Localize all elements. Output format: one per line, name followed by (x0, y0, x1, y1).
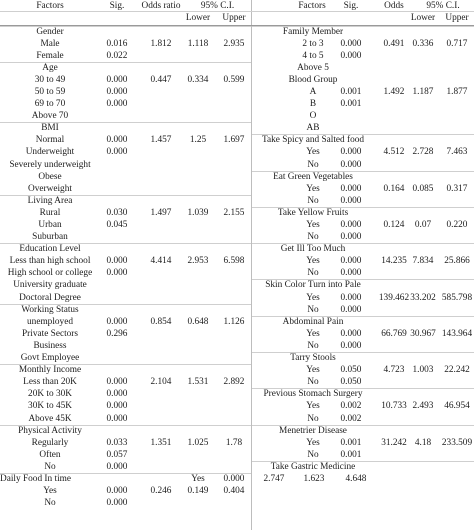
table-row (0, 74, 474, 86)
ci-lower-value: 0.07 (414, 220, 432, 230)
sig-value: 0.000 (106, 461, 128, 472)
factor-label: Urban (38, 220, 62, 230)
sig-value: 0.000 (340, 268, 362, 279)
factor-label: Underweight (25, 147, 75, 158)
ci-upper-value: 1.78 (225, 437, 243, 448)
ci-upper-value: 2.155 (223, 207, 245, 218)
table-row (0, 26, 474, 38)
table-row (0, 134, 474, 146)
factor-label: Yes (306, 328, 320, 339)
table-row (0, 376, 474, 388)
factor-label: Above 45K (28, 413, 72, 424)
ci-lower-value: 1.187 (412, 86, 434, 97)
ci-lower-value: 30.967 (410, 328, 436, 339)
sig-value: 0.001 (340, 99, 362, 110)
odds-value: 0.491 (383, 38, 405, 49)
ci-upper-value: 25.866 (444, 256, 470, 267)
sig-value: 0.000 (340, 183, 362, 194)
odds-value: 0.246 (150, 486, 172, 497)
factor-label: Yes (306, 256, 320, 267)
ci-upper-value: 1.877 (446, 86, 468, 97)
table-row (0, 304, 474, 316)
group-label: Working Status (21, 304, 79, 315)
sig-value: 0.000 (106, 389, 128, 400)
ci-lower-value: 0.336 (412, 38, 434, 49)
ci-upper-value: 1.126 (223, 316, 245, 327)
factor-label: No (307, 449, 319, 460)
sig-value: 0.000 (340, 292, 362, 303)
factor-label: No (44, 498, 56, 509)
ci-upper-value: 585.798 (441, 292, 473, 303)
table-row (0, 364, 474, 376)
group-label: Take Yellow Fruits (277, 207, 349, 218)
group-label: Previous Stomach Surgery (263, 389, 363, 400)
factor-label: Normal (35, 135, 65, 146)
sig-value: 0.000 (340, 195, 362, 206)
factor-label: B (309, 99, 317, 110)
ci-upper-value: 6.598 (223, 256, 245, 267)
factor-label: Female (36, 50, 64, 61)
header-upper-right: Upper (445, 13, 469, 23)
table-row (0, 267, 474, 279)
factor-label: No (307, 195, 319, 206)
table-body (0, 26, 474, 510)
ci-upper-value: 0.404 (223, 486, 245, 497)
ci-lower-value: 2.728 (412, 147, 434, 158)
factor-label: No (307, 304, 319, 315)
odds-value: 1.623 (303, 473, 325, 484)
table-row (0, 86, 474, 98)
group-label: Physical Activity (18, 425, 82, 436)
table-row (0, 437, 474, 449)
group-label: Age (42, 62, 58, 73)
odds-value: 0.447 (150, 74, 172, 85)
table-row (0, 243, 474, 255)
header-sig-right: Sig. (343, 1, 359, 11)
sig-value: 0.001 (340, 437, 362, 448)
group-label: Take Gastric Medicine (270, 461, 356, 472)
group-label: BMI (41, 123, 59, 134)
table-row (0, 38, 474, 50)
table-row (0, 461, 474, 473)
ci-lower-value: 0.085 (412, 183, 434, 194)
sig-value: 0.045 (106, 220, 128, 230)
factor-label: No (307, 413, 319, 424)
ci-upper-value: 0.317 (446, 183, 468, 194)
odds-value: 10.733 (381, 401, 407, 412)
sig-value: 0.000 (106, 135, 128, 146)
table-row (0, 497, 474, 509)
factor-label: Business (33, 340, 67, 351)
factor-label: Less than high school (9, 256, 91, 267)
sig-value: 0.000 (340, 328, 362, 339)
ci-lower-value: 7.834 (412, 256, 434, 267)
factor-label: Male (40, 38, 60, 49)
ci-lower-value: 0.334 (187, 74, 209, 85)
group-label: Get Ill Too Much (280, 244, 346, 255)
table-row (0, 110, 474, 122)
header-ci-right: 95% C.I. (426, 1, 460, 11)
factor-label: No (44, 461, 56, 472)
odds-value: 66.769 (381, 328, 407, 339)
sig-value: 0.050 (340, 377, 362, 388)
odds-value: 4.723 (383, 365, 405, 376)
factor-label: Yes (306, 147, 320, 158)
ci-lower-value: 0.149 (187, 486, 209, 497)
header-factors-left: Factors (36, 1, 64, 11)
group-label: Abdominal Pain (282, 316, 344, 327)
table-row (0, 449, 474, 461)
factor-label: 2 to 3 (302, 38, 324, 49)
ci-lower-value: 4.18 (414, 437, 432, 448)
ci-lower-value: Yes (191, 473, 205, 484)
factor-label: University graduate (13, 280, 87, 291)
odds-value: 0.164 (383, 183, 405, 194)
header-odds-right: Odds (384, 1, 404, 11)
odds-value: 4.414 (150, 256, 172, 267)
factor-label: High school or college (7, 268, 93, 279)
sig-value: 0.000 (106, 401, 128, 412)
ci-upper-value: 0.599 (223, 74, 245, 85)
table-row (0, 171, 474, 183)
factor-label: Yes (306, 365, 320, 376)
header-upper-left: Upper (222, 13, 246, 23)
factor-label: 30K to 45K (28, 401, 72, 412)
ci-lower-value: 1.25 (189, 135, 207, 146)
table-row (0, 485, 474, 497)
sig-value: 0.002 (340, 401, 362, 412)
odds-value: 4.512 (383, 147, 405, 158)
group-label: Tarry Stools (290, 353, 336, 364)
sig-value: 0.000 (106, 147, 128, 158)
table-row (0, 50, 474, 62)
table-row (0, 195, 474, 207)
table-row (0, 231, 474, 243)
factor-label: Yes (306, 292, 320, 303)
table-row (0, 352, 474, 364)
factor-label: Yes (306, 183, 320, 194)
sig-value: 0.000 (106, 86, 128, 97)
header-row-2 (0, 12, 474, 26)
factor-label: Yes (43, 486, 57, 497)
group-label: Monthly Income (18, 365, 82, 376)
sig-value: 0.296 (106, 328, 128, 339)
sig-value: 0.001 (340, 449, 362, 460)
factor-label: No (307, 159, 319, 170)
factor-label: Yes (306, 220, 320, 230)
factor-label: O (309, 111, 317, 122)
sig-value: 0.050 (340, 365, 362, 376)
sig-value: 0.000 (340, 304, 362, 315)
factor-label: No (307, 340, 319, 351)
group-label: Family Member (282, 26, 344, 37)
table-row (0, 183, 474, 195)
ci-upper-value: 2.892 (223, 377, 245, 388)
factor-label: Doctoral Degree (19, 292, 81, 303)
table-row (0, 292, 474, 304)
factor-label: 50 to 59 (34, 86, 66, 97)
ci-upper-value: 0.717 (446, 38, 468, 49)
group-label: Blood Group (288, 74, 338, 85)
sig-value: 0.001 (340, 86, 362, 97)
ci-upper-value: 1.697 (223, 135, 245, 146)
factor-label: 4 to 5 (302, 50, 324, 61)
header-ci-left: 95% C.I. (200, 1, 235, 11)
group-label: Menetrier Disease (279, 425, 347, 436)
group-label: Eat Green Vegetables (273, 171, 353, 182)
sig-value: 0.000 (340, 50, 362, 61)
ci-upper-value: 0.220 (446, 220, 468, 230)
odds-value: 1.457 (150, 135, 172, 146)
odds-value: 14.235 (381, 256, 407, 267)
ci-upper-value: 7.463 (446, 147, 468, 158)
table-row (0, 219, 474, 231)
sig-value: 0.000 (106, 99, 128, 110)
odds-value: 1.492 (383, 86, 405, 97)
factor-label: Often (39, 449, 61, 460)
odds-value: 139.462 (378, 292, 410, 303)
table-row (0, 122, 474, 134)
table-row (0, 207, 474, 219)
factor-label: 30 to 49 (34, 74, 66, 85)
table-row (0, 328, 474, 340)
sig-value: 0.000 (106, 316, 128, 327)
table-row (0, 159, 474, 171)
sig-value: 0.000 (106, 498, 128, 509)
ci-lower-value: 1.039 (187, 207, 209, 218)
sig-value: 0.000 (340, 159, 362, 170)
ci-lower-value: 2.953 (187, 256, 209, 267)
group-label: Skin Color Turn into Pale (265, 280, 361, 291)
odds-value: 1.497 (150, 207, 172, 218)
factor-label: No (307, 268, 319, 279)
sig-value: 0.022 (106, 50, 128, 61)
header-lower-left: Lower (185, 13, 211, 23)
ci-upper-value: 46.954 (444, 401, 470, 412)
table-row (0, 413, 474, 425)
ci-upper-value: 233.509 (441, 437, 473, 448)
factor-label: unemployed (27, 316, 73, 327)
header-sig-left: Sig. (109, 1, 125, 11)
factor-label: No (307, 232, 319, 243)
sig-value: 0.000 (340, 256, 362, 267)
factor-label: Obese (38, 171, 62, 182)
sig-value: 0.016 (106, 38, 128, 49)
table-row (0, 473, 474, 485)
factor-label: No (307, 377, 319, 388)
table-row (0, 62, 474, 74)
factor-label: Severely underweight (9, 159, 91, 170)
factor-label: AB (306, 123, 320, 134)
ci-lower-value: 1.003 (412, 365, 434, 376)
sig-value: 0.000 (106, 377, 128, 388)
odds-value: 1.812 (150, 38, 172, 49)
group-label: Take Spicy and Salted food (261, 135, 365, 146)
header-lower-right: Lower (410, 13, 436, 23)
factor-label: Suburban (32, 232, 68, 243)
ci-lower-value: 33.202 (410, 292, 436, 303)
sig-value: 0.000 (106, 256, 128, 267)
sig-value: 0.000 (106, 268, 128, 279)
header-odds-left: Odds ratio (141, 1, 181, 11)
sig-value: 0.000 (340, 232, 362, 243)
group-label: Living Area (27, 195, 73, 206)
group-label: Daily Food In time (0, 473, 72, 484)
factor-label: Above 5 (297, 62, 329, 73)
sig-value: 0.000 (106, 486, 128, 497)
factor-label: Overweight (28, 183, 72, 194)
group-label: Gender (36, 26, 64, 37)
factor-label: 20K to 30K (28, 389, 72, 400)
sig-value: 0.000 (340, 340, 362, 351)
table-row (0, 425, 474, 437)
table-row (0, 279, 474, 291)
sig-value: 0.057 (106, 449, 128, 460)
group-label: Education Level (19, 244, 81, 255)
table-row (0, 255, 474, 267)
ci-lower-value: 1.025 (187, 437, 209, 448)
sig-value: 0.000 (106, 74, 128, 85)
odds-value: 1.351 (150, 437, 172, 448)
ci-lower-value: 1.118 (187, 38, 209, 49)
ci-lower-value: 1.531 (187, 377, 209, 388)
sig-value: 0.002 (340, 413, 362, 424)
sig-value: 2.747 (263, 473, 285, 484)
odds-value: 0.124 (383, 220, 405, 230)
header-factors-right: Factors (298, 1, 326, 11)
ci-lower-value: 0.648 (187, 316, 209, 327)
sig-value: 0.000 (340, 147, 362, 158)
sig-value: 0.000 (106, 413, 128, 424)
table-row (0, 340, 474, 352)
factor-label: 69 to 70 (34, 99, 66, 110)
sig-value: 0.033 (106, 437, 128, 448)
ci-lower-value: 4.648 (345, 473, 367, 484)
header-row-1 (0, 0, 474, 12)
factor-label: Yes (306, 401, 320, 412)
odds-value: 2.104 (150, 377, 172, 388)
ci-upper-value: 0.000 (223, 473, 245, 484)
table-row (0, 146, 474, 158)
factor-label: Rural (39, 207, 61, 218)
factor-label: Less than 20K (23, 377, 77, 388)
factor-label: Regularly (31, 437, 69, 448)
factor-label: A (309, 86, 317, 97)
odds-value: 0.854 (150, 316, 172, 327)
factor-label: Above 70 (31, 111, 69, 122)
odds-value: 31.242 (381, 437, 407, 448)
sig-value: 0.000 (340, 220, 362, 230)
table-row (0, 400, 474, 412)
sig-value: 0.000 (340, 38, 362, 49)
factor-label: Govt Employee (20, 353, 80, 364)
sig-value: 0.030 (106, 207, 128, 218)
ci-upper-value: 2.935 (223, 38, 245, 49)
factor-label: Private Sectors (21, 328, 79, 339)
table-row (0, 98, 474, 110)
table-row (0, 388, 474, 400)
ci-upper-value: 143.964 (441, 328, 473, 339)
ci-upper-value: 22.242 (444, 365, 470, 376)
ci-lower-value: 2.493 (412, 401, 434, 412)
factor-label: Yes (306, 437, 320, 448)
table-row (0, 316, 474, 328)
